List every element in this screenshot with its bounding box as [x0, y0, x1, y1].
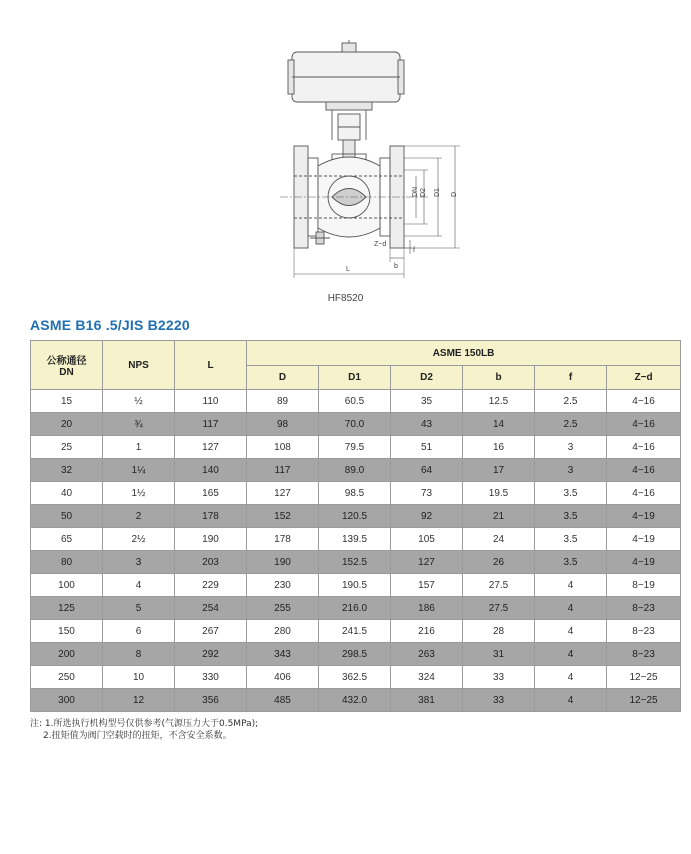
- notes: [30, 718, 258, 742]
- figure-caption: HF8520: [327, 293, 364, 304]
- cell-d: 343: [247, 643, 319, 666]
- cell-f: 4: [535, 689, 607, 712]
- cell-d1: 362.5: [319, 666, 391, 689]
- cell-nps: 2½: [103, 528, 175, 551]
- cell-d: 108: [247, 436, 319, 459]
- cell-d: 98: [247, 413, 319, 436]
- header-d: D: [247, 366, 319, 390]
- cell-f: 4: [535, 666, 607, 689]
- header-dn-line1: 公称通径: [46, 356, 87, 367]
- cell-nps: 10: [103, 666, 175, 689]
- cell-f: 4: [535, 597, 607, 620]
- table-row: [31, 597, 681, 620]
- cell-d: 127: [247, 482, 319, 505]
- cell-dn: 200: [31, 643, 103, 666]
- header-f: f: [535, 366, 607, 390]
- cell-b: 33: [463, 689, 535, 712]
- table-row: [31, 620, 681, 643]
- cell-b: 28: [463, 620, 535, 643]
- cell-d1: 79.5: [319, 436, 391, 459]
- cell-b: 16: [463, 436, 535, 459]
- cell-d1: 298.5: [319, 643, 391, 666]
- cell-l: 254: [175, 597, 247, 620]
- cell-b: 31: [463, 643, 535, 666]
- cell-zd: 4−19: [607, 551, 681, 574]
- cell-d2: 186: [391, 597, 463, 620]
- cell-l: 203: [175, 551, 247, 574]
- cell-zd: 8−23: [607, 643, 681, 666]
- cell-dn: 15: [31, 390, 103, 413]
- cell-d2: 381: [391, 689, 463, 712]
- cell-dn: 20: [31, 413, 103, 436]
- cell-d2: 64: [391, 459, 463, 482]
- header-d2: D2: [391, 366, 463, 390]
- cell-d: 178: [247, 528, 319, 551]
- header-d1: D1: [319, 366, 391, 390]
- cell-dn: 25: [31, 436, 103, 459]
- cell-d2: 73: [391, 482, 463, 505]
- header-nps: NPS: [103, 341, 175, 390]
- cell-d1: 216.0: [319, 597, 391, 620]
- cell-d1: 190.5: [319, 574, 391, 597]
- cell-d1: 98.5: [319, 482, 391, 505]
- cell-d: 255: [247, 597, 319, 620]
- cell-l: 110: [175, 390, 247, 413]
- table-row: [31, 436, 681, 459]
- cell-b: 17: [463, 459, 535, 482]
- cell-d1: 60.5: [319, 390, 391, 413]
- cell-nps: 5: [103, 597, 175, 620]
- cell-f: 3.5: [535, 505, 607, 528]
- cell-d2: 105: [391, 528, 463, 551]
- cell-zd: 4−16: [607, 482, 681, 505]
- cell-d2: 216: [391, 620, 463, 643]
- header-dn: [31, 341, 103, 390]
- cell-b: 26: [463, 551, 535, 574]
- cell-b: 19.5: [463, 482, 535, 505]
- cell-d1: 89.0: [319, 459, 391, 482]
- cell-zd: 8−19: [607, 574, 681, 597]
- cell-l: 165: [175, 482, 247, 505]
- cell-f: 2.5: [535, 390, 607, 413]
- cell-f: 3: [535, 459, 607, 482]
- cell-d2: 43: [391, 413, 463, 436]
- table-row: [31, 482, 681, 505]
- cell-dn: 125: [31, 597, 103, 620]
- dim-label-b: b: [394, 263, 398, 270]
- cell-b: 14: [463, 413, 535, 436]
- valve-drawing: [270, 40, 490, 285]
- table-row: [31, 390, 681, 413]
- standard-title: ASME B16 .5/JIS B2220: [30, 317, 190, 333]
- dim-label-d2: D2: [420, 188, 427, 197]
- cell-d2: 324: [391, 666, 463, 689]
- table-row: [31, 689, 681, 712]
- cell-f: 3.5: [535, 551, 607, 574]
- dim-label-dn: DN: [412, 186, 419, 197]
- cell-nps: 4: [103, 574, 175, 597]
- cell-d2: 157: [391, 574, 463, 597]
- cell-b: 24: [463, 528, 535, 551]
- note-line-2: 2.扭矩值为阀门空载时的扭矩，不含安全系数。: [43, 731, 232, 741]
- cell-l: 356: [175, 689, 247, 712]
- cell-zd: 12−25: [607, 689, 681, 712]
- cell-l: 117: [175, 413, 247, 436]
- header-b: b: [463, 366, 535, 390]
- cell-d: 117: [247, 459, 319, 482]
- header-group: ASME 150LB: [247, 341, 681, 366]
- cell-d1: 139.5: [319, 528, 391, 551]
- cell-dn: 32: [31, 459, 103, 482]
- cell-l: 330: [175, 666, 247, 689]
- cell-zd: 4−16: [607, 413, 681, 436]
- cell-f: 4: [535, 643, 607, 666]
- cell-d2: 35: [391, 390, 463, 413]
- cell-d: 230: [247, 574, 319, 597]
- cell-dn: 80: [31, 551, 103, 574]
- cell-b: 27.5: [463, 597, 535, 620]
- cell-nps: ½: [103, 390, 175, 413]
- dim-label-zd: Z−d: [374, 241, 387, 248]
- cell-d: 280: [247, 620, 319, 643]
- table-row: [31, 459, 681, 482]
- table-row: [31, 551, 681, 574]
- table-row: [31, 528, 681, 551]
- cell-f: 4: [535, 574, 607, 597]
- cell-d1: 241.5: [319, 620, 391, 643]
- dim-label-f: f: [413, 247, 415, 254]
- cell-dn: 300: [31, 689, 103, 712]
- cell-d: 89: [247, 390, 319, 413]
- cell-dn: 65: [31, 528, 103, 551]
- cell-nps: 1½: [103, 482, 175, 505]
- cell-nps: 12: [103, 689, 175, 712]
- table-body: [31, 390, 681, 712]
- header-zd: Z−d: [607, 366, 681, 390]
- table-row: [31, 505, 681, 528]
- cell-zd: 4−19: [607, 505, 681, 528]
- cell-b: 27.5: [463, 574, 535, 597]
- cell-d1: 432.0: [319, 689, 391, 712]
- cell-zd: 4−16: [607, 459, 681, 482]
- table-row: [31, 666, 681, 689]
- header-dn-line2: DN: [59, 367, 74, 378]
- cell-l: 267: [175, 620, 247, 643]
- table-row: [31, 643, 681, 666]
- cell-d1: 120.5: [319, 505, 391, 528]
- cell-nps: 3: [103, 551, 175, 574]
- cell-d: 406: [247, 666, 319, 689]
- cell-dn: 100: [31, 574, 103, 597]
- cell-dn: 150: [31, 620, 103, 643]
- cell-zd: 8−23: [607, 597, 681, 620]
- cell-dn: 50: [31, 505, 103, 528]
- cell-nps: ¾: [103, 413, 175, 436]
- cell-nps: 1: [103, 436, 175, 459]
- cell-d: 152: [247, 505, 319, 528]
- cell-l: 140: [175, 459, 247, 482]
- cell-d2: 127: [391, 551, 463, 574]
- cell-nps: 6: [103, 620, 175, 643]
- cell-l: 178: [175, 505, 247, 528]
- table-row: [31, 413, 681, 436]
- dim-label-d: D: [451, 191, 458, 197]
- dim-label-d1: D1: [434, 188, 441, 197]
- header-l: L: [175, 341, 247, 390]
- dim-label-l: L: [346, 266, 350, 273]
- note-line-1: 注: 1.所选执行机构型号仅供参考(气源压力大于0.5MPa);: [30, 719, 259, 729]
- cell-f: 3.5: [535, 482, 607, 505]
- cell-d1: 152.5: [319, 551, 391, 574]
- cell-zd: 4−16: [607, 436, 681, 459]
- cell-f: 4: [535, 620, 607, 643]
- cell-zd: 12−25: [607, 666, 681, 689]
- cell-nps: 8: [103, 643, 175, 666]
- dimension-table: [30, 340, 681, 712]
- table-row: [31, 574, 681, 597]
- cell-f: 3: [535, 436, 607, 459]
- cell-nps: 2: [103, 505, 175, 528]
- cell-dn: 250: [31, 666, 103, 689]
- cell-d2: 92: [391, 505, 463, 528]
- cell-d1: 70.0: [319, 413, 391, 436]
- cell-f: 2.5: [535, 413, 607, 436]
- cell-l: 127: [175, 436, 247, 459]
- cell-zd: 8−23: [607, 620, 681, 643]
- cell-nps: 1¼: [103, 459, 175, 482]
- cell-d: 190: [247, 551, 319, 574]
- cell-l: 229: [175, 574, 247, 597]
- cell-b: 33: [463, 666, 535, 689]
- cell-d2: 51: [391, 436, 463, 459]
- cell-d2: 263: [391, 643, 463, 666]
- cell-l: 190: [175, 528, 247, 551]
- cell-zd: 4−16: [607, 390, 681, 413]
- cell-b: 21: [463, 505, 535, 528]
- cell-d: 485: [247, 689, 319, 712]
- cell-f: 3.5: [535, 528, 607, 551]
- cell-dn: 40: [31, 482, 103, 505]
- cell-b: 12.5: [463, 390, 535, 413]
- cell-zd: 4−19: [607, 528, 681, 551]
- cell-l: 292: [175, 643, 247, 666]
